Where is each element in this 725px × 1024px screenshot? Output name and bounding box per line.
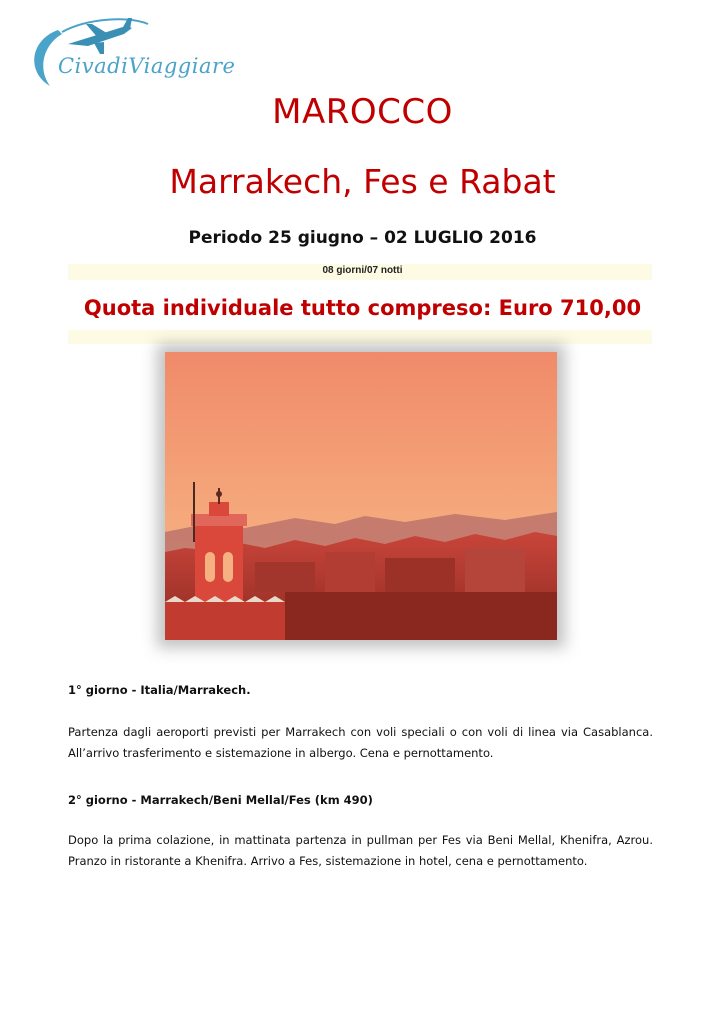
- travel-period: Periodo 25 giugno – 02 LUGLIO 2016: [188, 228, 537, 248]
- day-1-description: Partenza dagli aeroporti previsti per Marrakech con voli speciali o con voli di linea via Casablanca. All’arrivo trasferimento e sistemazione in albergo. Cena e pernottamento.: [68, 725, 653, 760]
- logo-text: CivadiViaggiare: [58, 54, 236, 78]
- page-subtitle: Marrakech, Fes e Rabat: [169, 162, 556, 201]
- day-1-heading: 1° giorno - Italia/Marrakech.: [68, 683, 251, 697]
- highlight-band: [68, 330, 652, 344]
- page-title: MAROCCO: [272, 92, 453, 132]
- marrakech-photo: [165, 352, 557, 640]
- price-label: Quota individuale tutto compreso: Euro 710,00: [83, 296, 642, 320]
- agency-logo: [28, 10, 236, 92]
- duration-label: 08 giorni/07 notti: [322, 265, 403, 276]
- airplane-icon: [28, 10, 228, 92]
- day-2-description: Dopo la prima colazione, in mattinata partenza in pullman per Fes via Beni Mellal, Khenifra, Azrou. Pranzo in ristorante a Khenifra. Arrivo a Fes, sistemazione in hotel, cena e pernottamento.: [68, 833, 653, 868]
- day-2-heading: 2° giorno - Marrakech/Beni Mellal/Fes (km 490): [68, 793, 373, 807]
